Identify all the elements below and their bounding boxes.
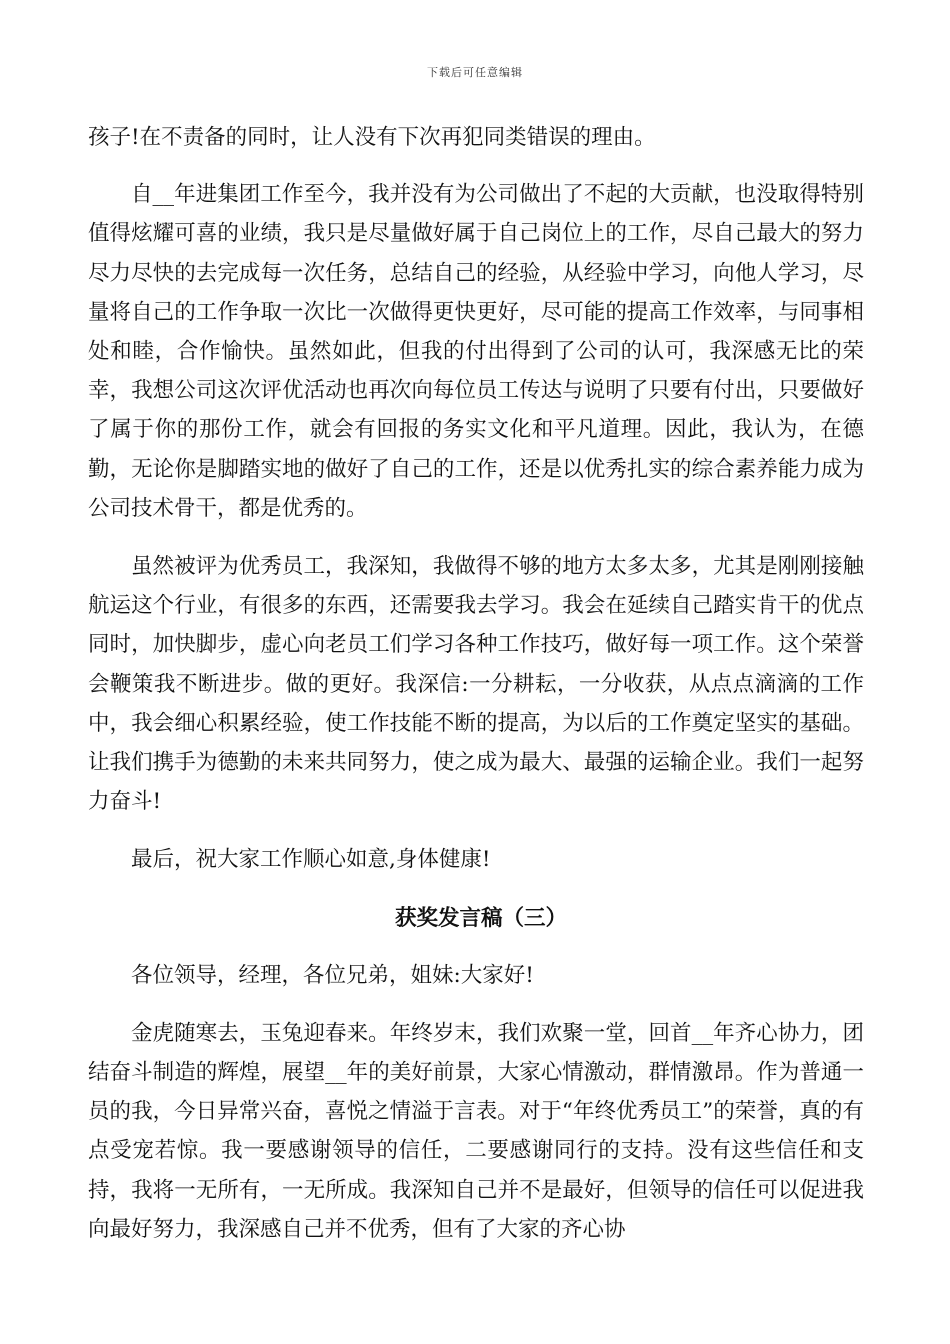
paragraph-work-summary: 自__年进集团工作至今，我并没有为公司做出了不起的大贡献，也没取得特别值得炫耀可喜的业绩，我只是尽量做好属于自己岗位上的工作，尽自己最大的努力尽力尽快的去完成每一次任务，总结自己的经验，从经验中学习，向他人学习，尽量将自己的工作争取一次比一次做得更快更好，尽可能的提高工作效率，与同事相处和睦，合作愉快。虽然如此，但我的付出得到了公司的认可，我深感无比的荣幸，我想公司这次评优活动也再次向每位员工传达与说明了只要有付出，只要做好了属于你的那份工作，就会有回报的务实文化和平凡道理。因此，我认为，在德勤，无论你是脚踏实地的做好了自己的工作，还是以优秀扎实的综合素养能力成为公司技术骨干，都是优秀的。: [88, 182, 864, 521]
document-body: [88, 118, 864, 1268]
section-title: 获奖发言稿（三）: [394, 905, 567, 931]
paragraph-closing-wishes: 最后，祝大家工作顺心如意,身体健康!: [131, 847, 491, 873]
paragraph-greeting: 各位领导，经理，各位兄弟，姐妹:大家好!: [131, 962, 534, 988]
paragraph-self-improvement: 虽然被评为优秀员工，我深知，我做得不够的地方太多太多，尤其是刚刚接触航运这个行业，有很多的东西，还需要我去学习。我会在延续自己踏实肯干的优点同时，加快脚步，虚心向老员工们学习各种工作技巧，做好每一项工作。这个荣誉会鞭策我不断进步。做的更好。我深信:一分耕耘，一分收获，从点点滴滴的工作中，我会细心积累经验，使工作技能不断的提高，为以后的工作奠定坚实的基础。让我们携手为德勤的未来共同努力，使之成为最大、最强的运输企业。我们一起努力奋斗!: [88, 554, 864, 815]
paragraph-speech-body: 金虎随寒去，玉兔迎春来。年终岁末，我们欢聚一堂，回首__年齐心协力，团结奋斗制造的辉煌，展望__年的美好前景，大家心情激动，群情激昂。作为普通一员的我，今日异常兴奋，喜悦之情溢于言表。对于“年终优秀员工”的荣誉，真的有点受宠若惊。我一要感谢领导的信任，二要感谢同行的支持。没有这些信任和支持，我将一无所有，一无所成。我深知自己并不是最好，但领导的信任可以促进我向最好努力，我深感自己并不优秀，但有了大家的齐心协: [88, 1020, 864, 1242]
paragraph-continuation: 孩子!在不责备的同时，让人没有下次再犯同类错误的理由。: [88, 125, 656, 150]
page-header-note: 下载后可任意编辑: [427, 66, 523, 79]
